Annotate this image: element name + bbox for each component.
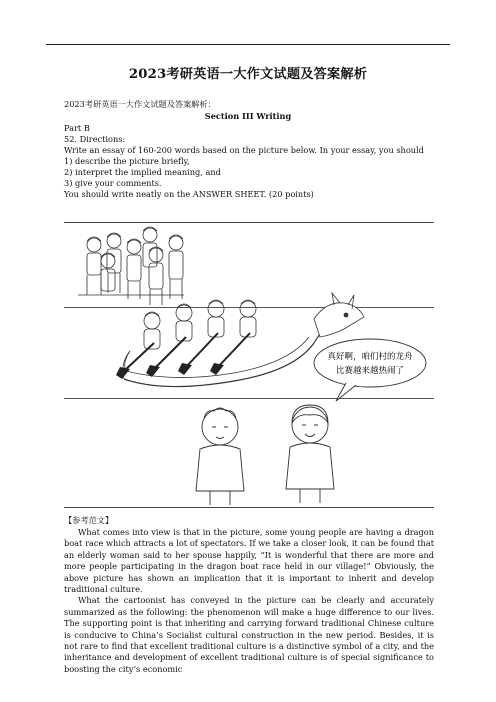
essay-paragraph-2: What the cartoonist has conveyed in the picture can be clearly and accurately summarized as the following: the phenomenon will make a huge difference to our lives. The supporting point is that inheriting and carrying forward traditional Chinese culture is conducive to China’s Socialist cultural construction in the new period. Besides, it is not rare to find that excellent traditional culture is a distinctive symbol of a city, and the inheritance and development of excellent traditional culture is of special significance to boosting the city’s economic — [64, 595, 434, 674]
essay-body — [64, 527, 434, 675]
cartoon-illustration — [64, 223, 434, 507]
sample-heading: 【参考范文】 — [64, 515, 114, 525]
direction-line: Write an essay of 160-200 words based on the picture below. In your essay, you should — [64, 145, 424, 155]
direction-line: You should write neatly on the ANSWER SHEET. (20 points) — [64, 189, 314, 199]
direction-line: 1) describe the picture briefly, — [64, 156, 190, 166]
spectators-group — [78, 227, 184, 305]
essay-paragraph-1: What comes into view is that in the picture, some young people are having a dragon boat race which attracts a lot of spectators. If we take a closer look, it can be found that an elderly woman said to her spouse happily, “It is wonderful that there are more and more people participating in the dragon boat race held in our village!” Obviously, the above picture has shown an implication that it is important to inherit and develop traditional culture. — [64, 527, 434, 595]
intro-line: 2023考研英语一大作文试题及答案解析： — [64, 99, 216, 109]
direction-line: 3) give your comments. — [64, 178, 162, 188]
bubble-line2: 比赛越来越热闹了 — [335, 366, 405, 376]
elderly-couple-group — [196, 405, 334, 505]
part-label: Part B — [64, 123, 90, 133]
section-heading: Section III Writing — [204, 111, 292, 121]
cartoon-figure — [64, 222, 434, 508]
page-title: 2023考研英语一大作文试题及答案解析 — [128, 67, 368, 82]
header-rule — [46, 44, 450, 45]
bubble-line1: 真好啊，咱们村的龙舟 — [327, 352, 413, 362]
direction-line: 2) interpret the implied meaning, and — [64, 167, 221, 177]
directions-label: 52. Directions: — [64, 134, 126, 144]
